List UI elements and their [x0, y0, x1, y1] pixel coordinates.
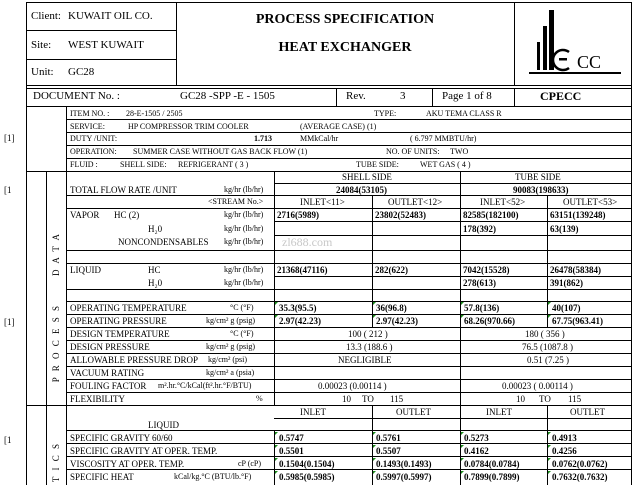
vapor-h2o-unit: kg/hr (lb/hr) [224, 224, 264, 233]
liquid-hc-tube-in: 7042(15528) [463, 265, 510, 275]
vapor-h2o-tube-out: 63(139) [550, 224, 579, 234]
flex-tube-max: 115 [568, 394, 582, 404]
op-press-shell-in: 2.97(42.23) [279, 316, 321, 326]
operation-value: SUMMER CASE WITHOUT GAS BACK FLOW (1) [133, 147, 308, 156]
title-line2: HEAT EXCHANGER [278, 40, 412, 55]
sg-shell-in: 0.5747 [279, 433, 304, 443]
revision-marker-2: [1 [4, 185, 12, 195]
service-value: HP COMPRESSOR TRIM COOLER [128, 122, 249, 131]
char-liquid-label: LIQUID [148, 420, 179, 430]
site-label: Site: [31, 39, 52, 51]
revision-marker-1: [1] [4, 133, 15, 143]
visc-tube-out: 0.0762(0.0762) [552, 459, 608, 469]
visc-label: VISCOSITY AT OPER. TEMP. [70, 459, 185, 469]
sg-tube-out: 0.4913 [552, 433, 577, 443]
fouling-shell: 0.00023 (0.00114 ) [318, 381, 387, 391]
vapor-hc-tube-out: 63151(139248) [550, 210, 606, 220]
press-drop-shell: NEGLIGIBLE [338, 355, 392, 365]
liquid-h2o-label: H₂0 [148, 278, 163, 288]
vapor-hc-unit: kg/hr (lb/hr) [224, 210, 264, 219]
liquid-h2o-tube-out: 391(862) [550, 278, 583, 288]
sg-shell-out: 0.5761 [376, 433, 401, 443]
units-label: NO. OF UNITS: [386, 147, 440, 156]
flex-tube-min: 10 [516, 394, 525, 404]
sg-tube-in: 0.5273 [464, 433, 489, 443]
tube-side-value: WET GAS ( 4 ) [420, 160, 471, 169]
duty-alt: ( 6.797 MMBTU/hr) [410, 134, 477, 143]
des-press-shell: 13.3 (188.6 ) [346, 342, 393, 352]
tube-side-label: TUBE SIDE: [356, 160, 399, 169]
visc-tube-in: 0.0784(0.0784) [464, 459, 520, 469]
vapor-h2o-label: H₂0 [148, 224, 163, 234]
item-no-value: 28-E-1505 / 2505 [126, 109, 183, 118]
sg-op-shell-in: 0.5501 [279, 446, 304, 456]
press-drop-label: ALLOWABLE PRESSURE DROP [70, 356, 199, 365]
op-temp-shell-out: 36(96.8) [376, 303, 407, 313]
sg-op-label: SPECIFIC GRAVITY AT OPER. TEMP. [70, 446, 218, 456]
shell-inlet-header: INLET<11> [300, 197, 345, 207]
liquid-hc-shell-in: 21368(47116) [277, 265, 328, 275]
des-temp-tube: 180 ( 356 ) [525, 329, 565, 339]
total-flow-unit: kg/hr (lb/hr) [224, 185, 264, 194]
rev-label: Rev. [346, 90, 366, 102]
op-temp-shell-in: 35.3(95.5) [279, 303, 317, 313]
fouling-tube: 0.00023 ( 0.00114 ) [502, 381, 573, 391]
service-label: SERVICE: [70, 122, 105, 131]
stream-no-label: <STREAM No.> [208, 197, 264, 206]
op-press-tube-out: 67.75(963.41) [552, 316, 603, 326]
doc-label: DOCUMENT No. : [33, 90, 120, 102]
client-label: Client: [31, 10, 61, 22]
des-press-unit: kg/cm² g (psig) [206, 342, 256, 351]
shell-side-label: SHELL SIDE: [120, 160, 167, 169]
client-value: KUWAIT OIL CO. [68, 10, 153, 22]
des-press-label: DESIGN PRESSURE [70, 342, 150, 352]
side-label-data: D A T A [51, 232, 61, 276]
sh-unit: kCal/kg.°C (BTU/lb.°F) [174, 472, 252, 481]
title-line1: PROCESS SPECIFICATION [255, 12, 435, 27]
liquid-hc-tube-out: 26478(58384) [550, 265, 601, 275]
visc-shell-out: 0.1493(0.1493) [376, 459, 432, 469]
noncondensables-label: NONCONDENSABLES [118, 237, 209, 247]
visc-shell-in: 0.1504(0.1504) [279, 459, 335, 469]
press-drop-tube: 0.51 (7.25 ) [527, 355, 569, 365]
page-number: Page 1 of 8 [442, 90, 492, 102]
liquid-hc-shell-out: 282(622) [375, 265, 408, 275]
vapor-hc-shell-in: 2716(5989) [277, 210, 319, 220]
flex-label: FLEXIBILITY [70, 394, 125, 404]
service-case: (AVERAGE CASE) (1) [300, 122, 377, 131]
flex-shell-min: 10 [342, 394, 351, 404]
des-temp-unit: °C (°F) [230, 329, 254, 338]
shell-side-header: SHELL SIDE [342, 172, 392, 182]
duty-unit: MMkCal/hr [300, 134, 339, 143]
item-no-label: ITEM NO. : [70, 109, 110, 118]
type-value: AKU TEMA CLASS R [426, 109, 502, 118]
vacuum-label: VACUUM RATING [70, 368, 145, 378]
op-press-shell-out: 2.97(42.23) [376, 316, 418, 326]
tube-total-flow: 90083(198633) [513, 185, 569, 195]
shell-side-value: REFRIGERANT ( 3 ) [178, 160, 249, 169]
vapor-hc-tube-in: 82585(182100) [463, 210, 519, 220]
revision-marker-4: [1 [4, 435, 12, 445]
shell-outlet-header: OUTLET<12> [388, 197, 443, 207]
tube-outlet-header: OUTLET<53> [563, 197, 618, 207]
flex-tube-to: TO [539, 394, 551, 404]
sg-op-tube-in: 0.4162 [464, 446, 489, 456]
liquid-h2o-tube-in: 278(613) [463, 278, 496, 288]
op-temp-unit: °C (°F) [230, 303, 254, 312]
vacuum-unit: kg/cm² a (psia) [206, 368, 255, 377]
sg-label: SPECIFIC GRAVITY 60/60 [70, 433, 173, 443]
revision-marker-3: [1] [4, 317, 15, 327]
vapor-h2o-tube-in: 178(392) [463, 224, 496, 234]
op-press-unit: kg/cm² g (psig) [206, 316, 256, 325]
company-name: CPECC [540, 89, 582, 103]
operation-label: OPERATION: [70, 147, 117, 156]
total-flow-label: TOTAL FLOW RATE /UNIT [70, 185, 177, 195]
des-temp-label: DESIGN TEMPERATURE [70, 329, 170, 339]
side-label-tics: T I C S [51, 442, 61, 483]
liquid-label: LIQUID [70, 265, 101, 275]
flex-shell-max: 115 [390, 394, 404, 404]
sg-op-shell-out: 0.5507 [376, 446, 401, 456]
char-inlet-tube: INLET [486, 407, 512, 417]
logo-text: CC [577, 52, 602, 72]
op-temp-label: OPERATING TEMPERATURE [70, 303, 187, 313]
sg-op-tube-out: 0.4256 [552, 446, 577, 456]
unit-value: GC28 [68, 66, 95, 78]
tube-inlet-header: INLET<52> [480, 197, 526, 207]
type-label: TYPE: [374, 109, 397, 118]
char-outlet-shell: OUTLET [396, 407, 431, 417]
company-logo [519, 6, 627, 80]
vapor-hc-label: HC (2) [114, 210, 140, 220]
sh-shell-out: 0.5997(0.5997) [376, 472, 432, 482]
doc-number: GC28 -SPP -E - 1505 [180, 90, 275, 102]
side-label-process: P R O C E S S [51, 304, 61, 383]
duty-label: DUTY /UNIT: [70, 134, 118, 143]
sh-shell-in: 0.5985(0.5985) [279, 472, 335, 482]
liquid-hc-label: HC [148, 265, 161, 275]
sh-tube-in: 0.7899(0.7899) [464, 472, 520, 482]
flex-unit: % [256, 394, 263, 403]
tube-side-header: TUBE SIDE [515, 172, 561, 182]
rev-value: 3 [400, 90, 406, 102]
fouling-label: FOULING FACTOR [70, 381, 147, 391]
sh-label: SPECIFIC HEAT [70, 472, 134, 482]
op-temp-tube-in: 57.8(136) [464, 303, 500, 313]
char-inlet-shell: INLET [300, 407, 326, 417]
shell-total-flow: 24084(53105) [336, 185, 387, 195]
watermark: zl688.com [282, 235, 333, 249]
char-outlet-tube: OUTLET [570, 407, 605, 417]
des-temp-shell: 100 ( 212 ) [348, 329, 388, 339]
fluid-label: FLUID : [70, 160, 98, 169]
vapor-label: VAPOR [70, 210, 100, 220]
site-value: WEST KUWAIT [68, 39, 144, 51]
des-press-tube: 76.5 (1087.8 ) [522, 342, 573, 352]
visc-unit: cP (cP) [238, 459, 262, 468]
fouling-unit: m².hr.°C/kCal(ft².hr.°F/BTU) [158, 381, 252, 390]
flex-shell-to: TO [362, 394, 374, 404]
liquid-hc-unit: kg/hr (lb/hr) [224, 265, 264, 274]
op-press-label: OPERATING PRESSURE [70, 316, 167, 326]
liquid-h2o-unit: kg/hr (lb/hr) [224, 278, 264, 287]
press-drop-unit: kg/cm² (psi) [208, 355, 248, 364]
op-temp-tube-out: 40(107) [552, 303, 581, 313]
op-press-tube-in: 68.26(970.66) [464, 316, 515, 326]
duty-value: 1.713 [254, 134, 272, 143]
units-value: TWO [450, 147, 469, 156]
vapor-hc-shell-out: 23802(52483) [375, 210, 426, 220]
unit-label: Unit: [31, 66, 54, 78]
noncondensables-unit: kg/hr (lb/hr) [224, 237, 264, 246]
sh-tube-out: 0.7632(0.7632) [552, 472, 608, 482]
